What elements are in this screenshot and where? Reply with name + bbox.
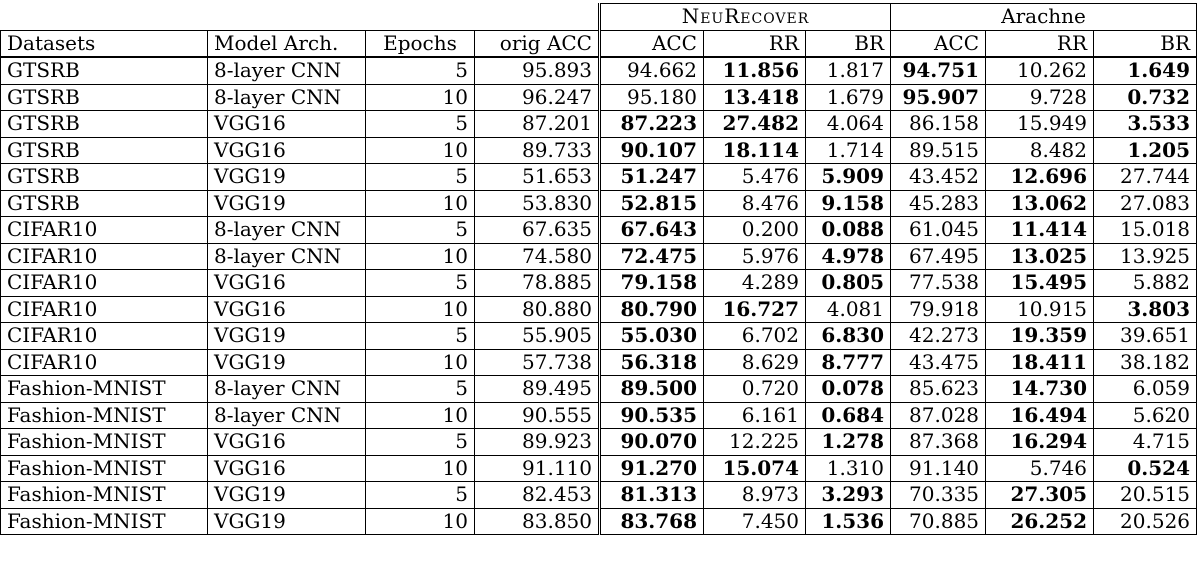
cell-arachne-acc: 94.751 — [891, 57, 986, 84]
cell-arachne-rr: 16.494 — [986, 402, 1094, 429]
cell-dataset: CIFAR10 — [1, 296, 208, 323]
cell-arachne-rr: 13.025 — [986, 243, 1094, 270]
cell-orig-acc: 89.733 — [475, 137, 600, 164]
cell-arachne-br: 38.182 — [1094, 349, 1197, 376]
cell-neurecover-rr: 11.856 — [704, 57, 806, 84]
cell-dataset: Fashion-MNIST — [1, 402, 208, 429]
cell-dataset: CIFAR10 — [1, 349, 208, 376]
cell-neurecover-br: 5.909 — [806, 164, 891, 191]
cell-arachne-br: 27.744 — [1094, 164, 1197, 191]
header-arachne-rr: RR — [986, 30, 1094, 57]
cell-neurecover-acc: 90.070 — [600, 429, 704, 456]
cell-neurecover-acc: 72.475 — [600, 243, 704, 270]
cell-arachne-rr: 19.359 — [986, 323, 1094, 350]
table-row — [1, 455, 1197, 482]
cell-neurecover-rr: 15.074 — [704, 455, 806, 482]
header-neurecover-acc: ACC — [600, 30, 704, 57]
cell-dataset: CIFAR10 — [1, 270, 208, 297]
cell-epochs: 10 — [366, 349, 475, 376]
cell-arachne-rr: 16.294 — [986, 429, 1094, 456]
cell-neurecover-acc: 95.180 — [600, 84, 704, 111]
cell-arachne-br: 1.205 — [1094, 137, 1197, 164]
cell-dataset: GTSRB — [1, 84, 208, 111]
cell-dataset: GTSRB — [1, 111, 208, 138]
cell-epochs: 5 — [366, 429, 475, 456]
cell-epochs: 5 — [366, 164, 475, 191]
table-row — [1, 402, 1197, 429]
cell-neurecover-br: 9.158 — [806, 190, 891, 217]
cell-neurecover-br: 4.064 — [806, 111, 891, 138]
cell-arachne-rr: 10.915 — [986, 296, 1094, 323]
cell-model: 8-layer CNN — [208, 243, 366, 270]
cell-neurecover-acc: 56.318 — [600, 349, 704, 376]
cell-arachne-rr: 9.728 — [986, 84, 1094, 111]
cell-epochs: 5 — [366, 111, 475, 138]
results-table — [0, 3, 1197, 535]
cell-arachne-acc: 43.475 — [891, 349, 986, 376]
table-row — [1, 84, 1197, 111]
cell-neurecover-br: 1.310 — [806, 455, 891, 482]
table-row — [1, 270, 1197, 297]
cell-dataset: Fashion-MNIST — [1, 508, 208, 535]
cell-neurecover-br: 6.830 — [806, 323, 891, 350]
cell-neurecover-br: 4.081 — [806, 296, 891, 323]
cell-arachne-rr: 5.746 — [986, 455, 1094, 482]
cell-neurecover-rr: 7.450 — [704, 508, 806, 535]
cell-dataset: GTSRB — [1, 137, 208, 164]
cell-neurecover-rr: 0.720 — [704, 376, 806, 403]
cell-arachne-acc: 89.515 — [891, 137, 986, 164]
table-row — [1, 429, 1197, 456]
cell-arachne-br: 0.732 — [1094, 84, 1197, 111]
cell-model: 8-layer CNN — [208, 376, 366, 403]
cell-arachne-br: 3.533 — [1094, 111, 1197, 138]
cell-neurecover-acc: 94.662 — [600, 57, 704, 84]
cell-epochs: 10 — [366, 296, 475, 323]
cell-model: VGG16 — [208, 137, 366, 164]
cell-arachne-acc: 77.538 — [891, 270, 986, 297]
cell-arachne-br: 0.524 — [1094, 455, 1197, 482]
cell-arachne-acc: 70.335 — [891, 482, 986, 509]
cell-neurecover-rr: 6.702 — [704, 323, 806, 350]
table-row — [1, 190, 1197, 217]
cell-orig-acc: 51.653 — [475, 164, 600, 191]
table-row — [1, 137, 1197, 164]
cell-model: VGG16 — [208, 270, 366, 297]
cell-neurecover-rr: 16.727 — [704, 296, 806, 323]
cell-orig-acc: 89.495 — [475, 376, 600, 403]
table-row — [1, 323, 1197, 350]
cell-orig-acc: 78.885 — [475, 270, 600, 297]
cell-neurecover-acc: 90.535 — [600, 402, 704, 429]
cell-epochs: 10 — [366, 508, 475, 535]
cell-orig-acc: 90.555 — [475, 402, 600, 429]
cell-neurecover-acc: 91.270 — [600, 455, 704, 482]
cell-arachne-acc: 42.273 — [891, 323, 986, 350]
cell-neurecover-rr: 0.200 — [704, 217, 806, 244]
cell-arachne-acc: 86.158 — [891, 111, 986, 138]
cell-orig-acc: 80.880 — [475, 296, 600, 323]
cell-orig-acc: 87.201 — [475, 111, 600, 138]
cell-neurecover-rr: 6.161 — [704, 402, 806, 429]
cell-arachne-acc: 91.140 — [891, 455, 986, 482]
cell-arachne-acc: 87.368 — [891, 429, 986, 456]
cell-neurecover-br: 1.714 — [806, 137, 891, 164]
cell-model: VGG19 — [208, 349, 366, 376]
cell-orig-acc: 91.110 — [475, 455, 600, 482]
cell-neurecover-br: 1.278 — [806, 429, 891, 456]
table-row — [1, 111, 1197, 138]
cell-arachne-br: 6.059 — [1094, 376, 1197, 403]
cell-model: VGG16 — [208, 296, 366, 323]
group-header-row — [1, 4, 1197, 31]
cell-arachne-rr: 13.062 — [986, 190, 1094, 217]
cell-dataset: Fashion-MNIST — [1, 482, 208, 509]
cell-model: VGG19 — [208, 164, 366, 191]
cell-model: VGG19 — [208, 190, 366, 217]
cell-epochs: 5 — [366, 57, 475, 84]
column-header-row — [1, 30, 1197, 57]
cell-dataset: GTSRB — [1, 190, 208, 217]
group-neurecover: NeuRecover — [600, 4, 891, 31]
cell-model: 8-layer CNN — [208, 217, 366, 244]
cell-neurecover-br: 1.679 — [806, 84, 891, 111]
cell-epochs: 10 — [366, 84, 475, 111]
cell-arachne-acc: 70.885 — [891, 508, 986, 535]
cell-neurecover-rr: 8.973 — [704, 482, 806, 509]
cell-epochs: 5 — [366, 217, 475, 244]
cell-neurecover-rr: 4.289 — [704, 270, 806, 297]
cell-neurecover-acc: 87.223 — [600, 111, 704, 138]
cell-orig-acc: 89.923 — [475, 429, 600, 456]
table-row — [1, 349, 1197, 376]
cell-orig-acc: 74.580 — [475, 243, 600, 270]
cell-arachne-rr: 12.696 — [986, 164, 1094, 191]
cell-orig-acc: 95.893 — [475, 57, 600, 84]
header-datasets: Datasets — [1, 30, 208, 57]
cell-epochs: 10 — [366, 190, 475, 217]
cell-epochs: 5 — [366, 323, 475, 350]
cell-dataset: Fashion-MNIST — [1, 429, 208, 456]
cell-neurecover-br: 0.088 — [806, 217, 891, 244]
cell-neurecover-acc: 83.768 — [600, 508, 704, 535]
cell-neurecover-br: 1.536 — [806, 508, 891, 535]
group-arachne: Arachne — [891, 4, 1197, 31]
cell-epochs: 10 — [366, 243, 475, 270]
header-arachne-acc: ACC — [891, 30, 986, 57]
cell-model: VGG16 — [208, 429, 366, 456]
cell-arachne-acc: 87.028 — [891, 402, 986, 429]
cell-arachne-rr: 27.305 — [986, 482, 1094, 509]
cell-dataset: CIFAR10 — [1, 217, 208, 244]
cell-model: VGG19 — [208, 323, 366, 350]
cell-neurecover-acc: 90.107 — [600, 137, 704, 164]
cell-arachne-br: 20.526 — [1094, 508, 1197, 535]
table-row — [1, 482, 1197, 509]
header-neurecover-br: BR — [806, 30, 891, 57]
cell-arachne-acc: 95.907 — [891, 84, 986, 111]
table-row — [1, 508, 1197, 535]
cell-arachne-br: 1.649 — [1094, 57, 1197, 84]
cell-dataset: Fashion-MNIST — [1, 376, 208, 403]
cell-neurecover-acc: 51.247 — [600, 164, 704, 191]
cell-arachne-br: 3.803 — [1094, 296, 1197, 323]
cell-orig-acc: 53.830 — [475, 190, 600, 217]
cell-arachne-acc: 67.495 — [891, 243, 986, 270]
cell-arachne-br: 20.515 — [1094, 482, 1197, 509]
header-arachne-br: BR — [1094, 30, 1197, 57]
cell-neurecover-rr: 8.476 — [704, 190, 806, 217]
cell-dataset: GTSRB — [1, 164, 208, 191]
cell-neurecover-br: 0.805 — [806, 270, 891, 297]
cell-model: 8-layer CNN — [208, 57, 366, 84]
cell-epochs: 5 — [366, 376, 475, 403]
header-neurecover-rr: RR — [704, 30, 806, 57]
table-row — [1, 296, 1197, 323]
cell-neurecover-rr: 5.976 — [704, 243, 806, 270]
cell-arachne-acc: 43.452 — [891, 164, 986, 191]
cell-model: VGG19 — [208, 508, 366, 535]
cell-orig-acc: 57.738 — [475, 349, 600, 376]
cell-neurecover-acc: 55.030 — [600, 323, 704, 350]
cell-neurecover-br: 0.684 — [806, 402, 891, 429]
cell-orig-acc: 67.635 — [475, 217, 600, 244]
cell-arachne-br: 15.018 — [1094, 217, 1197, 244]
cell-arachne-rr: 18.411 — [986, 349, 1094, 376]
cell-neurecover-acc: 81.313 — [600, 482, 704, 509]
header-orig-acc: orig ACC — [475, 30, 600, 57]
table-row — [1, 243, 1197, 270]
header-model: Model Arch. — [208, 30, 366, 57]
cell-arachne-br: 39.651 — [1094, 323, 1197, 350]
cell-model: VGG16 — [208, 111, 366, 138]
cell-arachne-rr: 26.252 — [986, 508, 1094, 535]
cell-arachne-acc: 85.623 — [891, 376, 986, 403]
cell-orig-acc: 96.247 — [475, 84, 600, 111]
cell-neurecover-acc: 80.790 — [600, 296, 704, 323]
cell-neurecover-br: 8.777 — [806, 349, 891, 376]
cell-epochs: 5 — [366, 482, 475, 509]
cell-epochs: 10 — [366, 137, 475, 164]
cell-arachne-rr: 10.262 — [986, 57, 1094, 84]
cell-orig-acc: 83.850 — [475, 508, 600, 535]
cell-arachne-br: 5.620 — [1094, 402, 1197, 429]
cell-dataset: CIFAR10 — [1, 243, 208, 270]
cell-dataset: CIFAR10 — [1, 323, 208, 350]
cell-neurecover-rr: 27.482 — [704, 111, 806, 138]
cell-model: 8-layer CNN — [208, 84, 366, 111]
cell-neurecover-acc: 79.158 — [600, 270, 704, 297]
cell-arachne-br: 13.925 — [1094, 243, 1197, 270]
cell-neurecover-br: 0.078 — [806, 376, 891, 403]
cell-model: VGG16 — [208, 455, 366, 482]
cell-arachne-br: 5.882 — [1094, 270, 1197, 297]
cell-neurecover-br: 3.293 — [806, 482, 891, 509]
cell-dataset: GTSRB — [1, 57, 208, 84]
cell-neurecover-rr: 12.225 — [704, 429, 806, 456]
cell-arachne-rr: 14.730 — [986, 376, 1094, 403]
cell-arachne-rr: 8.482 — [986, 137, 1094, 164]
cell-arachne-acc: 79.918 — [891, 296, 986, 323]
cell-neurecover-rr: 8.629 — [704, 349, 806, 376]
cell-arachne-br: 4.715 — [1094, 429, 1197, 456]
cell-epochs: 5 — [366, 270, 475, 297]
cell-neurecover-rr: 18.114 — [704, 137, 806, 164]
cell-neurecover-acc: 52.815 — [600, 190, 704, 217]
table-row — [1, 217, 1197, 244]
cell-neurecover-rr: 5.476 — [704, 164, 806, 191]
cell-neurecover-br: 1.817 — [806, 57, 891, 84]
cell-dataset: Fashion-MNIST — [1, 455, 208, 482]
table-row — [1, 376, 1197, 403]
cell-neurecover-acc: 67.643 — [600, 217, 704, 244]
cell-model: 8-layer CNN — [208, 402, 366, 429]
cell-arachne-br: 27.083 — [1094, 190, 1197, 217]
cell-neurecover-rr: 13.418 — [704, 84, 806, 111]
cell-epochs: 10 — [366, 455, 475, 482]
cell-orig-acc: 55.905 — [475, 323, 600, 350]
header-epochs: Epochs — [366, 30, 475, 57]
cell-model: VGG19 — [208, 482, 366, 509]
cell-arachne-rr: 15.495 — [986, 270, 1094, 297]
cell-neurecover-acc: 89.500 — [600, 376, 704, 403]
cell-arachne-acc: 61.045 — [891, 217, 986, 244]
table-row — [1, 164, 1197, 191]
cell-arachne-rr: 15.949 — [986, 111, 1094, 138]
cell-neurecover-br: 4.978 — [806, 243, 891, 270]
cell-arachne-rr: 11.414 — [986, 217, 1094, 244]
table-row — [1, 57, 1197, 84]
cell-arachne-acc: 45.283 — [891, 190, 986, 217]
cell-epochs: 10 — [366, 402, 475, 429]
cell-orig-acc: 82.453 — [475, 482, 600, 509]
